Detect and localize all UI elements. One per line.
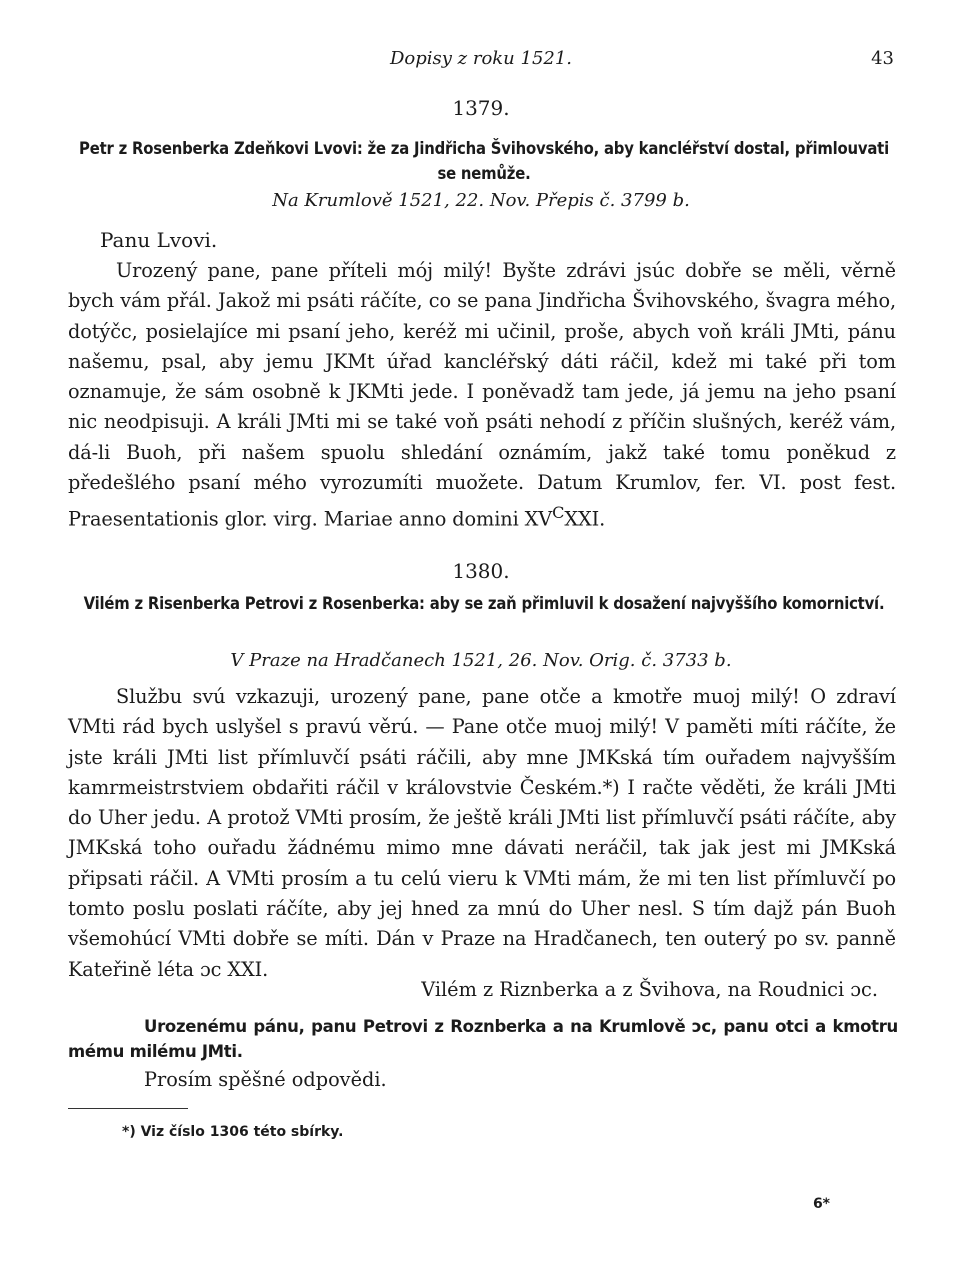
- letter-address-1380: [68, 1014, 898, 1064]
- page-number: 43: [871, 48, 894, 69]
- running-head: [68, 48, 894, 72]
- letter-body-1380: [68, 682, 896, 985]
- letter-body-paragraph: Službu svú vzkazuji, urozený pane, pane otče a kmotře muoj milý! O zdraví VMti rád bych uslyšel s pravú věrú. — Pane otče muoj milý! V paměti míti ráčíte, že jste králi JMti list přímluvčí psáti ráčili, aby mne JMKská tím ouřadem najvyšším kamrmeistrstviem obdařiti ráčil v královstvie Českém.*) I račte věděti, že králi JMti do Uher jedu. A protož VMti prosím, že ještě králi JMti list přímluvčí psáti ráčíte, aby JMKská toho ouřadu žádnému mimo mne dávati neráčil, tak jak jest mi JMKská připsati ráčil. A VMti prosím a tu celú vieru k VMti mám, že mi ten list přímluvčí po tomto poslu poslati ráčíte, aby jej hned za mnú do Uher nesl. S tím dajž pán Buoh všemohúcí VMti dobře se míti. Dán v Praze na Hradčanech, ten outerý po sv. panně Kateřině léta ɔc XXI.: [68, 685, 896, 981]
- letter-postscript-1380: Prosím spěšné odpovědi.: [144, 1068, 387, 1091]
- letter-number-1380: 1380.: [452, 559, 510, 583]
- letter-summary-1379: Petr z Rosenberka Zdeňkovi Lvovi: že za Jindřicha Švihovského, aby kancléřství dostal, přimlouvati se nemůže.: [79, 139, 889, 183]
- letter-body-paragraph: Urozený pane, pane příteli mój milý! Byšte zdrávi jsúc dobře se měli, věrně bych vám přál. Jakož mi psáti ráčíte, co se pana Jindřicha Švihovského, švagra mého, dotýčc, posielajíce mi psaní jeho, keréž mi učinil, proše, abych voň králi JMti, pánu našemu, psal, aby jemu JKMt úřad kancléřský dáti ráčil, kdež mi také při tom oznamuje, že sám osobně k JKMti jede. I poněvadž tam jede, já jemu na jeho psaní nic neodpisuji. A králi JMti mi se také voň psáti nehodí z příčin slušných, keréž vám, dá-li Buoh, při našem spuolu shledání oznámím, jakž také tomu poněkud z předešlého psaní mého vyrozumíti muožete. Datum Krumlov, fer. VI. post fest. Praesentationis glor. virg. Mariae anno domini $XV^CXXI$.: [68, 259, 896, 531]
- letter-date-1380: V Praze na Hradčanech 1521, 26. Nov. Orig. č. 3733 b.: [230, 650, 732, 671]
- letter-signature-1380: Vilém z Riznberka a z Švihova, na Roudnici ɔc.: [421, 978, 878, 1001]
- footnote: *) Viz číslo 1306 této sbírky.: [122, 1124, 344, 1140]
- letter-body-1379: [68, 256, 896, 535]
- letter-summary-1380: Vilém z Risenberka Petrovi z Rosenberka: aby se zaň přimluvil k dosažení najvyššího komornictví.: [83, 594, 885, 613]
- letter-salutation-1379: Panu Lvovi.: [100, 228, 218, 252]
- printer-signature-mark: 6*: [812, 1196, 830, 1212]
- letter-number-1379: 1379.: [452, 96, 510, 120]
- address-paragraph: Urozenému pánu, panu Petrovi z Roznberka a na Krumlově ɔc, panu otci a kmotru mému milému JMti.: [68, 1017, 898, 1061]
- letter-date-1379: Na Krumlově 1521, 22. Nov. Přepis č. 3799 b.: [272, 190, 690, 211]
- running-title: Dopisy z roku 1521.: [389, 48, 573, 69]
- footnote-rule: [68, 1108, 188, 1109]
